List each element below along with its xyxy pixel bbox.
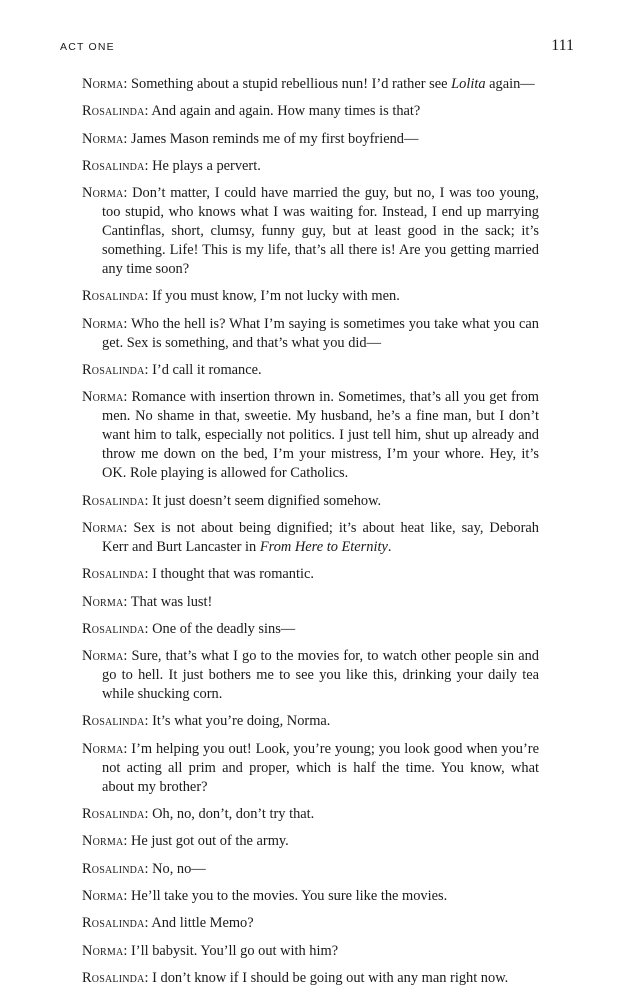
line-text: It’s what you’re doing, Norma. [152, 713, 331, 730]
dialogue-line: Rosalinda: One of the deadly sins— [82, 620, 296, 637]
dialogue-line: Norma: James Mason reminds me of my first boyfriend— [82, 130, 419, 147]
line-text: That was lust! [130, 593, 213, 610]
play-dialogue [82, 75, 539, 996]
dialogue-line: Rosalinda: And again and again. How many times is that? [82, 103, 421, 120]
line-text: And little Memo? [151, 915, 254, 932]
dialogue-line: Rosalinda: It just doesn’t seem dignified somehow. [82, 492, 382, 509]
speaker-name: Norma [82, 315, 124, 332]
speaker-name: Norma [82, 740, 124, 757]
dialogue-line: Norma: Don’t matter, I could have married the guy, but no, I was too young, too stupid, who knows what I was waiting for. Instead, I end up marrying Cantinflas, short, clumsy, funny guy, but at least good in the sack; it’s something. Life! This is my life, that’s all there is! Are you getting married any time soon? [82, 185, 539, 278]
speaker-name: Norma [82, 519, 124, 536]
page-number: 111 [551, 37, 574, 54]
dialogue-line: Norma: Romance with insertion thrown in. Sometimes, that’s all you get from men. No shame in that, sweetie. My husband, he’s a fine man, but I don’t want him to talk, especially not politics. I just tell him, shut up already and throw me down on the bed, I’m your mistress, I’m your whore. Hey, it’s OK. Role playing is allowed for Catholics. [82, 389, 539, 482]
dialogue-line: Rosalinda: And little Memo? [82, 915, 254, 932]
film-title: From Here to Eternity [259, 538, 388, 555]
dialogue-line: Rosalinda: It’s what you’re doing, Norma. [82, 713, 331, 730]
line-text: I’m helping you out! Look, you’re young; you look good when you’re not acting all prim and proper, which is half the time. You know, what about my brother? [102, 740, 539, 795]
dialogue-line: Rosalinda: I thought that was romantic. [82, 566, 314, 583]
line-text: If you must know, I’m not lucky with men. [152, 288, 400, 305]
speaker-name: Norma [82, 76, 124, 92]
dialogue-line: Norma: He’ll take you to the movies. You sure like the movies. [82, 887, 448, 904]
speaker-name: Rosalinda [82, 806, 145, 823]
line-text: And again and again. How many times is that? [151, 103, 421, 120]
dialogue-line: Norma: He just got out of the army. [82, 833, 289, 850]
speaker-name: Rosalinda [82, 915, 145, 932]
dialogue-line: Norma: I’m helping you out! Look, you’re young; you look good when you’re not acting all prim and proper, which is half the time. You know, what about my brother? [82, 740, 539, 795]
line-text: again— [485, 76, 535, 92]
speaker-name: Rosalinda [82, 362, 145, 379]
line-text: One of the deadly sins— [152, 620, 296, 637]
line-text: It just doesn’t seem dignified somehow. [152, 492, 382, 509]
line-text: Romance with insertion thrown in. Sometimes, that’s all you get from men. No shame in that, sweetie. My husband, he’s a fine man, but I don’t want him to talk, especially not politics. I just tell him, shut up already and throw me down on the bed, I’m your mistress, I’m your whore. Hey, it’s OK. Role playing is allowed for Catholics. [102, 389, 539, 482]
line-text: Oh, no, don’t, don’t try that. [152, 806, 315, 823]
speaker-name: Rosalinda [82, 103, 145, 120]
speaker-name: Rosalinda [82, 492, 145, 509]
dialogue-line: Rosalinda: Oh, no, don’t, don’t try that. [82, 806, 315, 823]
line-text: He plays a pervert. [152, 157, 261, 174]
speaker-name: Norma [82, 833, 124, 850]
line-text: Something about a stupid rebellious nun! I’d rather see [131, 76, 452, 92]
dialogue-line: Rosalinda: No, no— [82, 860, 206, 877]
running-head: ACT ONE [60, 41, 115, 53]
speaker-name: Rosalinda [82, 969, 145, 986]
dialogue-line: Rosalinda: I’d call it romance. [82, 362, 262, 379]
speaker-name: Norma [82, 593, 124, 610]
speaker-name: Norma [82, 942, 124, 959]
speaker-name: Norma [82, 887, 124, 904]
line-text: I don’t know if I should be going out with any man right now. [152, 969, 509, 986]
speaker-name: Norma [82, 389, 124, 406]
line-text: Sex is not about being dignified; it’s about heat like, say, Deborah Kerr and Burt Lancaster in [102, 519, 539, 555]
line-text: No, no— [152, 860, 206, 877]
speaker-name: Rosalinda [82, 713, 145, 730]
line-text: I’ll babysit. You’ll go out with him? [131, 942, 339, 959]
dialogue-line: Rosalinda: If you must know, I’m not lucky with men. [82, 288, 400, 305]
line-text: Don’t matter, I could have married the guy, but no, I was too young, too stupid, who knows what I was waiting for. Instead, I end up marrying Cantinflas, short, clumsy, funny guy, but at least good in the sack; it’s something. Life! This is my life, that’s all there is! Are you getting married any time soon? [102, 185, 539, 278]
dialogue-line: Norma: That was lust! [82, 593, 213, 610]
dialogue-line: Norma: Something about a stupid rebellious nun! I’d rather see Lolita again— [82, 76, 535, 92]
speaker-name: Norma [82, 130, 124, 147]
dialogue-line: Norma: Who the hell is? What I’m saying is sometimes you take what you can get. Sex is something, and that’s what you did— [82, 315, 539, 351]
line-text: Sure, that’s what I go to the movies for, to watch other people sin and go to hell. It just bothers me to see you like this, drinking your daily tea while shucking corn. [102, 648, 539, 703]
line-text: I thought that was romantic. [152, 566, 314, 583]
dialogue-line: Rosalinda: He plays a pervert. [82, 157, 261, 174]
line-text: I’d call it romance. [152, 362, 262, 379]
line-text: Who the hell is? What I’m saying is sometimes you take what you can get. Sex is something, and that’s what you did— [102, 315, 539, 351]
dialogue-line: Norma: I’ll babysit. You’ll go out with him? [82, 942, 339, 959]
dialogue-line: Norma: Sex is not about being dignified; it’s about heat like, say, Deborah Kerr and Burt Lancaster in From Here to Eternity. [82, 519, 539, 555]
line-text: James Mason reminds me of my first boyfriend— [131, 130, 419, 147]
dialogue-line: Rosalinda: I don’t know if I should be going out with any man right now. [82, 969, 509, 986]
speaker-name: Rosalinda [82, 288, 145, 305]
dialogue-line: Norma: Sure, that’s what I go to the movies for, to watch other people sin and go to hell. It just bothers me to see you like this, drinking your daily tea while shucking corn. [82, 648, 539, 703]
speaker-name: Norma [82, 648, 124, 665]
line-text: . [387, 538, 392, 555]
speaker-name: Rosalinda [82, 566, 145, 583]
line-text: He just got out of the army. [131, 833, 289, 850]
speaker-name: Rosalinda [82, 620, 145, 637]
speaker-name: Norma [82, 185, 124, 202]
page-header [60, 37, 574, 57]
speaker-name: Rosalinda [82, 157, 145, 174]
line-text: He’ll take you to the movies. You sure like the movies. [131, 887, 448, 904]
speaker-name: Rosalinda [82, 860, 145, 877]
film-title: Lolita [451, 76, 486, 92]
